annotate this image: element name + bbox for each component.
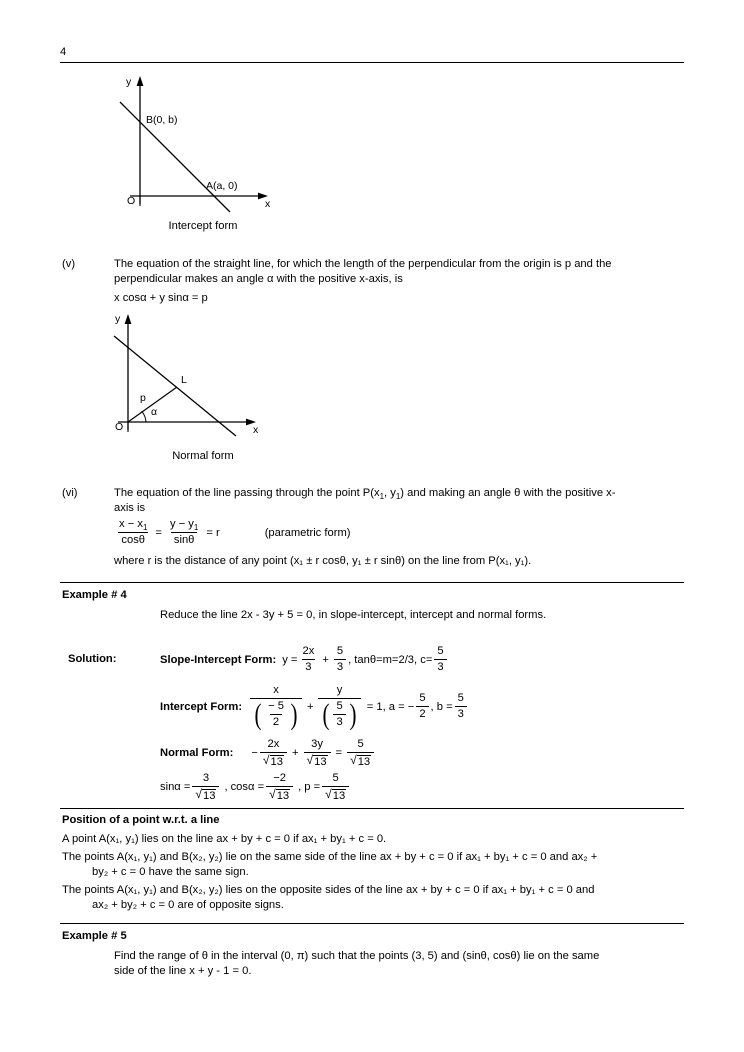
sin-alpha-label: sinα = — [160, 781, 191, 793]
slope-intercept-form-label: Slope-Intercept Form: — [160, 653, 277, 666]
position-line-3a: The points A(x₁, y₁) and B(x₂, y₂) lies on the opposite sides of the line ax + by + c = 0 if ax₁ + by₁ + c = 0 and — [62, 884, 595, 896]
intercept-form-diagram — [108, 70, 288, 220]
denominator — [304, 752, 331, 768]
numerator: 3 — [202, 772, 210, 784]
normal-form-trig-row — [160, 772, 351, 802]
radicand: 13 — [276, 790, 290, 802]
right-paren: ) — [349, 697, 357, 731]
comma-1: , — [224, 781, 228, 793]
numerator: 5 — [457, 692, 464, 704]
slope-intercept-form-row — [160, 645, 449, 674]
parametric-formula — [114, 518, 350, 547]
normal-form-svg — [108, 308, 288, 444]
denominator: cosθ — [118, 532, 148, 547]
fraction-a-5-over-2 — [416, 692, 428, 721]
item-vi-sub-2: 1 — [395, 492, 401, 501]
denominator-paren-group — [321, 697, 357, 731]
example5-line-2: side of the line x + y - 1 = 0. — [114, 965, 252, 977]
denominator — [250, 698, 302, 729]
fraction-x-minus-x1-over-cos-theta — [116, 518, 150, 547]
fraction-c-5-over-3 — [434, 645, 446, 674]
position-line-2a: The points A(x₁, y₁) and B(x₂, y₂) lie on the same side of the line ax + by + c = 0 if ax₁ + by₁ + c = 0 and ax₂ + — [62, 851, 598, 863]
fraction-3-over-sqrt13 — [192, 772, 219, 802]
solution-label: Solution: — [68, 653, 117, 665]
numerator-text: x − x — [119, 518, 143, 530]
example5-heading: Example # 5 — [62, 930, 127, 942]
sqrt-13 — [263, 754, 284, 768]
x-axis-label: x — [265, 198, 271, 210]
numerator: 5 — [357, 738, 364, 750]
plus-sign: + — [291, 747, 299, 759]
denominator: 3 — [334, 659, 346, 674]
numerator-text: y − y — [169, 518, 194, 530]
fraction-y-minus-y1-over-sin-theta — [167, 518, 201, 547]
origin-label: O — [115, 421, 124, 433]
item-vi-sub-1: 1 — [379, 492, 385, 501]
denominator: 2 — [270, 714, 282, 729]
cos-alpha-label: cosα = — [230, 781, 265, 793]
numerator: x — [273, 684, 279, 696]
numerator: 3y — [311, 738, 323, 750]
slope-intercept-tail: , tanθ=m=2/3, c= — [348, 653, 433, 666]
item-v-line1: The equation of the straight line, for which the length of the perpendicular from the origin is p and the — [114, 258, 612, 270]
sqrt-13 — [307, 754, 328, 768]
denominator — [318, 698, 360, 729]
numerator: y — [336, 684, 343, 696]
p-label: p = — [304, 781, 321, 793]
x-axis-label: x — [253, 424, 259, 436]
sqrt-13 — [269, 788, 290, 802]
radical-sign: √ — [262, 753, 270, 767]
point-b-label: B(0, b) — [146, 114, 178, 126]
fraction-5-over-sqrt13 — [347, 738, 374, 768]
position-line-3b: ax₂ + by₂ + c = 0 are of opposite signs. — [92, 899, 284, 911]
numerator — [167, 518, 201, 532]
numerator-subscript: 1 — [193, 523, 199, 532]
sqrt-13 — [195, 788, 216, 802]
denominator — [192, 786, 219, 802]
numerator-subscript: 1 — [142, 523, 148, 532]
item-v-equation: x cosα + y sinα = p — [114, 292, 208, 304]
item-v-marker: (v) — [62, 258, 76, 270]
fraction-2x-over-sqrt13 — [260, 738, 287, 768]
origin-label: O — [127, 195, 136, 207]
item-vi-line3: where r is the distance of any point (x₁ ± r cosθ, y₁ ± r sinθ) on the line from P(x₁, y₁). — [114, 555, 532, 567]
fraction-5-over-3 — [334, 645, 346, 674]
header-rule — [60, 62, 684, 63]
denominator: 3 — [434, 659, 446, 674]
sqrt-13 — [325, 788, 346, 802]
position-section-heading: Position of a point w.r.t. a line — [62, 814, 220, 826]
numerator: − 5 — [268, 700, 284, 712]
y-axis-label: y — [126, 76, 132, 88]
intercept-form-row — [160, 684, 469, 729]
denominator: 3 — [333, 714, 345, 729]
intercept-form-label: Intercept Form: — [160, 700, 243, 713]
numerator: 5 — [419, 692, 426, 704]
fraction-y-over-5-3 — [318, 684, 360, 729]
item-vi-marker: (vi) — [62, 487, 78, 499]
fraction-x-over-neg-5-2 — [250, 684, 302, 729]
fraction-neg2-over-sqrt13 — [266, 772, 293, 802]
fraction-neg5-over-2 — [265, 700, 287, 729]
radicand: 13 — [357, 756, 371, 768]
comma-2: , — [298, 781, 302, 793]
item-v-line2: perpendicular makes an angle α with the positive x-axis, is — [114, 273, 403, 285]
example4-heading: Example # 4 — [62, 589, 127, 601]
example5-top-rule — [60, 923, 684, 924]
radical-sign: √ — [306, 753, 314, 767]
denominator: sinθ — [171, 532, 198, 547]
denominator: 2 — [416, 706, 428, 721]
numerator: 2x — [267, 738, 280, 750]
intercept-tail-1: = 1, a = − — [366, 700, 415, 713]
numerator: −2 — [273, 772, 287, 784]
radicand: 13 — [270, 756, 283, 768]
page-number: 4 — [60, 46, 67, 58]
normal-form-diagram — [108, 308, 288, 444]
leading-minus: − — [251, 747, 258, 759]
plus-sign: + — [322, 653, 329, 666]
denominator — [322, 786, 349, 802]
normal-form-label: Normal Form: — [160, 747, 234, 759]
fraction-3y-over-sqrt13 — [304, 738, 331, 768]
fraction-2x-over-3 — [299, 645, 317, 674]
denominator: 3 — [302, 659, 314, 674]
numerator: 5 — [336, 700, 343, 712]
position-line-2b: by₂ + c = 0 have the same sign. — [92, 866, 249, 878]
numerator: 5 — [332, 772, 339, 784]
radicand: 13 — [203, 790, 216, 802]
radical-sign: √ — [350, 753, 357, 767]
denominator — [347, 752, 374, 768]
right-paren: ) — [290, 697, 298, 731]
numerator: 5 — [336, 645, 344, 657]
denominator: 3 — [455, 706, 467, 721]
item-vi-line1-c: ) and making an angle θ with the positive x- — [400, 487, 616, 499]
radical-sign: √ — [325, 787, 332, 801]
position-section-top-rule — [60, 808, 684, 809]
left-paren: ( — [322, 697, 330, 731]
intercept-tail-2: , b = — [430, 700, 453, 713]
example4-top-rule — [60, 582, 684, 583]
slope-intercept-lhs: y = — [282, 653, 298, 666]
equals-sign: = — [335, 747, 343, 759]
radical-sign: √ — [195, 787, 203, 801]
item-vi-line1-b: , y — [384, 487, 396, 499]
item-vi-line1 — [114, 486, 684, 501]
equals-r: = r — [206, 526, 220, 539]
radicand: 13 — [314, 756, 327, 768]
position-line-1: A point A(x₁, y₁) lies on the line ax + by + c = 0 if ax₁ + by₁ + c = 0. — [62, 833, 387, 845]
numerator — [116, 518, 150, 532]
normal-form-row — [160, 738, 376, 768]
radical-sign: √ — [269, 787, 276, 801]
numerator: 2x — [302, 645, 315, 657]
equals-sign-1: = — [155, 526, 162, 539]
item-vi-line2: axis is — [114, 502, 146, 514]
fraction-b-5-over-3 — [455, 692, 467, 721]
denominator — [266, 786, 293, 802]
y-axis-label: y — [115, 313, 121, 325]
parametric-form-note: (parametric form) — [264, 526, 351, 539]
fraction-5-over-3 — [333, 700, 345, 729]
point-a-label: A(a, 0) — [206, 180, 238, 192]
example5-line-1: Find the range of θ in the interval (0, π) such that the points (3, 5) and (sinθ, cosθ) lie on the same — [114, 950, 600, 962]
point-l-label: L — [181, 374, 187, 386]
denominator-paren-group — [253, 697, 299, 731]
numerator: 5 — [437, 645, 444, 657]
plus-sign: + — [306, 700, 314, 713]
sqrt-13 — [350, 754, 371, 768]
denominator — [260, 752, 287, 768]
intercept-form-caption: Intercept form — [168, 220, 238, 232]
example4-question: Reduce the line 2x - 3y + 5 = 0, in slope-intercept, intercept and normal forms. — [160, 609, 547, 621]
item-vi-line1-a: The equation of the line passing through the point P(x — [114, 487, 380, 499]
angle-alpha-label: α — [151, 406, 158, 418]
fraction-5-over-sqrt13-p — [322, 772, 349, 802]
normal-form-caption: Normal form — [172, 450, 234, 462]
radicand: 13 — [332, 790, 346, 802]
perpendicular-length-label: p — [140, 392, 146, 404]
left-paren: ( — [254, 697, 262, 731]
